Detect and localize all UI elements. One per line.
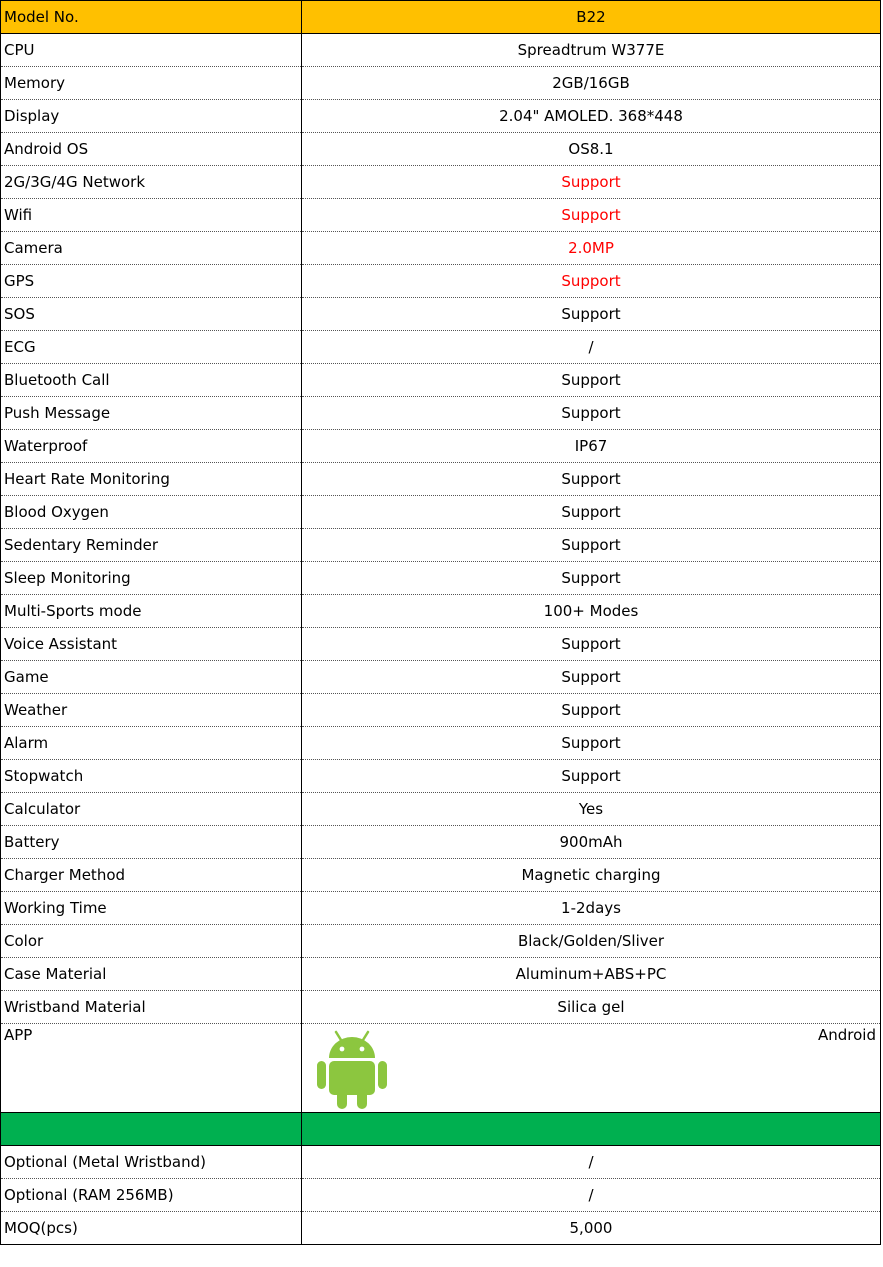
- spec-value: Support: [302, 727, 881, 760]
- spec-label: Camera: [1, 232, 302, 265]
- spec-label: Battery: [1, 826, 302, 859]
- section-divider-right: [302, 1113, 881, 1146]
- spec-row: [1, 232, 881, 265]
- spec-value: Black/Golden/Sliver: [302, 925, 881, 958]
- spec-label: Blood Oxygen: [1, 496, 302, 529]
- spec-row: [1, 694, 881, 727]
- spec-value: Support: [302, 364, 881, 397]
- spec-value: 100+ Modes: [302, 595, 881, 628]
- spec-label: SOS: [1, 298, 302, 331]
- spec-row: [1, 562, 881, 595]
- spec-row: [1, 628, 881, 661]
- spec-row: [1, 397, 881, 430]
- spec-row: [1, 529, 881, 562]
- header-row: [1, 1, 881, 34]
- spec-value: Support: [302, 628, 881, 661]
- optional-value: /: [302, 1146, 881, 1179]
- spec-label: Bluetooth Call: [1, 364, 302, 397]
- spec-label: Wristband Material: [1, 991, 302, 1024]
- moq-label: MOQ(pcs): [1, 1212, 302, 1245]
- spec-row: [1, 265, 881, 298]
- spec-label: Multi-Sports mode: [1, 595, 302, 628]
- spec-label: Memory: [1, 67, 302, 100]
- app-label: APP: [1, 1024, 302, 1113]
- spec-value: Support: [302, 265, 881, 298]
- spec-label: CPU: [1, 34, 302, 67]
- spec-value: Support: [302, 463, 881, 496]
- section-divider-row: [1, 1113, 881, 1146]
- spec-row: [1, 133, 881, 166]
- spec-value: Magnetic charging: [302, 859, 881, 892]
- spec-value: 1-2days: [302, 892, 881, 925]
- spec-row: [1, 430, 881, 463]
- optional-label: Optional (Metal Wristband): [1, 1146, 302, 1179]
- spec-row: [1, 463, 881, 496]
- spec-value: Spreadtrum W377E: [302, 34, 881, 67]
- spec-label: Heart Rate Monitoring: [1, 463, 302, 496]
- android-robot-icon: [316, 1030, 388, 1110]
- app-value: Android: [818, 1026, 876, 1044]
- section-divider-left: [1, 1113, 302, 1146]
- spec-row: [1, 595, 881, 628]
- spec-value: Silica gel: [302, 991, 881, 1024]
- spec-label: Stopwatch: [1, 760, 302, 793]
- optional-value: /: [302, 1179, 881, 1212]
- spec-row: [1, 859, 881, 892]
- spec-value: Support: [302, 298, 881, 331]
- spec-value: Support: [302, 496, 881, 529]
- spec-value: Support: [302, 529, 881, 562]
- app-row: [1, 1024, 881, 1113]
- spec-label: Charger Method: [1, 859, 302, 892]
- spec-row: [1, 34, 881, 67]
- spec-value: Support: [302, 760, 881, 793]
- spec-label: 2G/3G/4G Network: [1, 166, 302, 199]
- spec-label: Android OS: [1, 133, 302, 166]
- spec-value: 2.04" AMOLED. 368*448: [302, 100, 881, 133]
- spec-value: 900mAh: [302, 826, 881, 859]
- header-label: Model No.: [1, 1, 302, 34]
- spec-label: Calculator: [1, 793, 302, 826]
- spec-label: Voice Assistant: [1, 628, 302, 661]
- spec-value: 2.0MP: [302, 232, 881, 265]
- spec-value: Support: [302, 199, 881, 232]
- spec-label: Wifi: [1, 199, 302, 232]
- moq-row: [1, 1212, 881, 1245]
- spec-row: [1, 826, 881, 859]
- spec-label: Weather: [1, 694, 302, 727]
- moq-value: 5,000: [302, 1212, 881, 1245]
- spec-label: Alarm: [1, 727, 302, 760]
- spec-row: [1, 100, 881, 133]
- header-value: B22: [302, 1, 881, 34]
- spec-value: IP67: [302, 430, 881, 463]
- spec-value: Support: [302, 562, 881, 595]
- spec-label: GPS: [1, 265, 302, 298]
- spec-label: Working Time: [1, 892, 302, 925]
- spec-label: Sleep Monitoring: [1, 562, 302, 595]
- spec-row: [1, 298, 881, 331]
- optional-row: [1, 1146, 881, 1179]
- spec-row: [1, 892, 881, 925]
- spec-value: /: [302, 331, 881, 364]
- spec-label: Display: [1, 100, 302, 133]
- spec-row: [1, 331, 881, 364]
- spec-row: [1, 925, 881, 958]
- spec-value: Yes: [302, 793, 881, 826]
- spec-value: 2GB/16GB: [302, 67, 881, 100]
- app-value-cell: [302, 1024, 881, 1113]
- spec-label: Case Material: [1, 958, 302, 991]
- spec-row: [1, 991, 881, 1024]
- spec-row: [1, 727, 881, 760]
- spec-row: [1, 661, 881, 694]
- spec-label: Game: [1, 661, 302, 694]
- optional-label: Optional (RAM 256MB): [1, 1179, 302, 1212]
- spec-value: Support: [302, 166, 881, 199]
- spec-row: [1, 793, 881, 826]
- spec-label: Sedentary Reminder: [1, 529, 302, 562]
- spec-row: [1, 364, 881, 397]
- spec-label: Push Message: [1, 397, 302, 430]
- spec-label: Color: [1, 925, 302, 958]
- spec-row: [1, 958, 881, 991]
- spec-label: Waterproof: [1, 430, 302, 463]
- spec-row: [1, 496, 881, 529]
- spec-value: Aluminum+ABS+PC: [302, 958, 881, 991]
- spec-row: [1, 760, 881, 793]
- spec-row: [1, 199, 881, 232]
- spec-row: [1, 166, 881, 199]
- spec-value: Support: [302, 661, 881, 694]
- spec-value: Support: [302, 694, 881, 727]
- optional-row: [1, 1179, 881, 1212]
- spec-value: OS8.1: [302, 133, 881, 166]
- spec-value: Support: [302, 397, 881, 430]
- spec-label: ECG: [1, 331, 302, 364]
- spec-row: [1, 67, 881, 100]
